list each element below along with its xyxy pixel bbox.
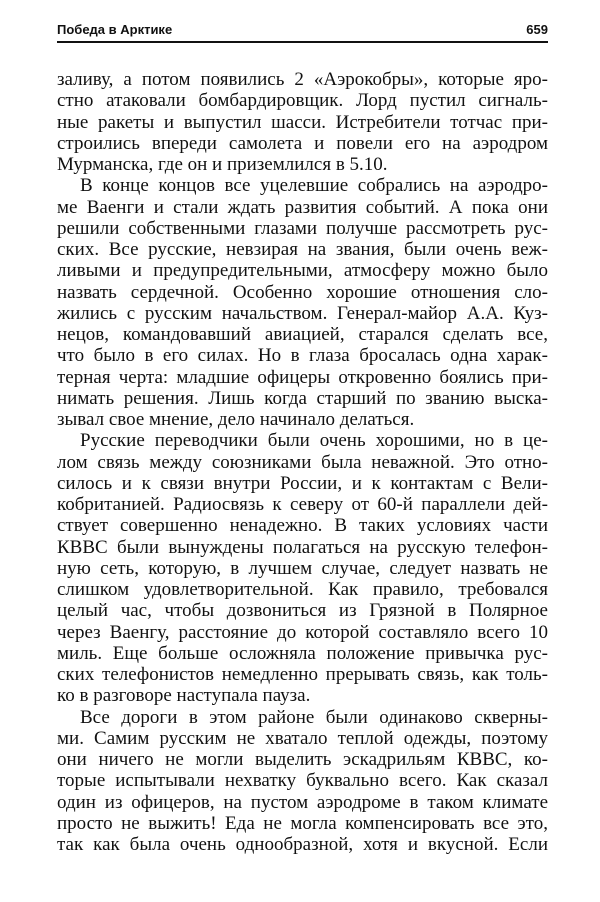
- running-title: Победа в Арктике: [57, 22, 173, 37]
- text-line: через Ваенгу, расстояние до которой составляло всего 10: [57, 621, 548, 643]
- text-line: кобританией. Радиосвязь к северу от 60-й параллели дей-: [57, 494, 548, 515]
- text-line: один из офицеров, на пустом аэродроме в таком климате: [57, 791, 548, 813]
- text-line: ко в разговоре наступала пауза.: [57, 685, 311, 707]
- text-line: миль. Еще больше осложняла положение привычка рус-: [57, 642, 548, 664]
- running-header: [57, 19, 548, 43]
- text-line: заливу, а потом появились 2 «Аэрокобры», которые яро-: [57, 69, 548, 90]
- text-line: ми. Самим русским не хватало теплой одежды, поэтому: [57, 727, 548, 749]
- text-line: назвать сердечной. Особенно хорошие отношения сло-: [57, 281, 548, 303]
- text-line: слишком удовлетворительной. Как правило, требовался: [57, 579, 548, 600]
- text-line: просто не выжить! Еда не могла компенсировать все это,: [57, 812, 548, 834]
- text-line: ствует совершенно ненадежно. В таких условиях части: [57, 515, 548, 537]
- text-line: лом связь между союзниками была неважной. Это отно-: [57, 451, 548, 473]
- text-line: нецов, командовавший авиацией, старался сделать все,: [57, 324, 548, 345]
- text-line: В конце концов все уцелевшие собрались на аэродро-: [80, 175, 548, 197]
- text-line: жились с русским начальством. Генерал-майор А.А. Куз-: [57, 302, 548, 324]
- text-line: ные ракеты и выпустил шасси. Истребители тотчас при-: [57, 111, 548, 133]
- text-line: они ничего не могли выделить эскадрильям КВВС, ко-: [57, 749, 548, 770]
- text-line: нимать решения. Лишь когда старший по званию выска-: [57, 387, 548, 409]
- text-line: решили собственными глазами получше рассмотреть рус-: [57, 217, 548, 239]
- text-line: КВВС были вынуждены полагаться на русскую телефон-: [57, 536, 548, 558]
- text-line: ливыми и предупредительными, атмосферу можно было: [57, 260, 548, 282]
- text-line: ских телефонистов немедленно прерывать связь, как толь-: [57, 664, 548, 685]
- text-line: ских. Все русские, невзирая на звания, были очень веж-: [57, 239, 548, 260]
- text-line: Русские переводчики были очень хорошими, но в це-: [80, 430, 548, 452]
- text-line: терная черта: младшие офицеры откровенно боялись при-: [57, 366, 548, 388]
- text-line: торые испытывали нехватку буквально всего. Как сказал: [57, 770, 548, 792]
- text-line: ную сеть, которую, в лучшем случае, следует назвать не: [57, 557, 548, 579]
- text-line: Все дороги в этом районе были одинаково скверны-: [80, 706, 548, 728]
- text-line: Мурманска, где он и приземлился в 5.10.: [57, 154, 388, 175]
- text-line: строились впереди самолета и повели его на аэродром: [57, 132, 548, 154]
- body-text: [57, 69, 548, 855]
- text-line: силось и к связи внутри России, и к контактам с Вели-: [57, 472, 548, 494]
- text-line: целый час, чтобы дозвониться из Грязной в Полярное: [57, 600, 548, 622]
- text-line: так как была очень однообразной, хотя и вкусной. Если: [57, 834, 548, 855]
- page-number: 659: [526, 22, 548, 37]
- text-line: стно атаковали бомбардировщик. Лорд пустил сигналь-: [57, 90, 548, 112]
- text-line: зывал свое мнение, дело начинало делаться.: [57, 409, 415, 430]
- text-line: ме Ваенги и стали ждать развития событий. А пока они: [57, 196, 548, 218]
- text-line: что было в его силах. Но в глаза бросалась одна харак-: [57, 345, 548, 367]
